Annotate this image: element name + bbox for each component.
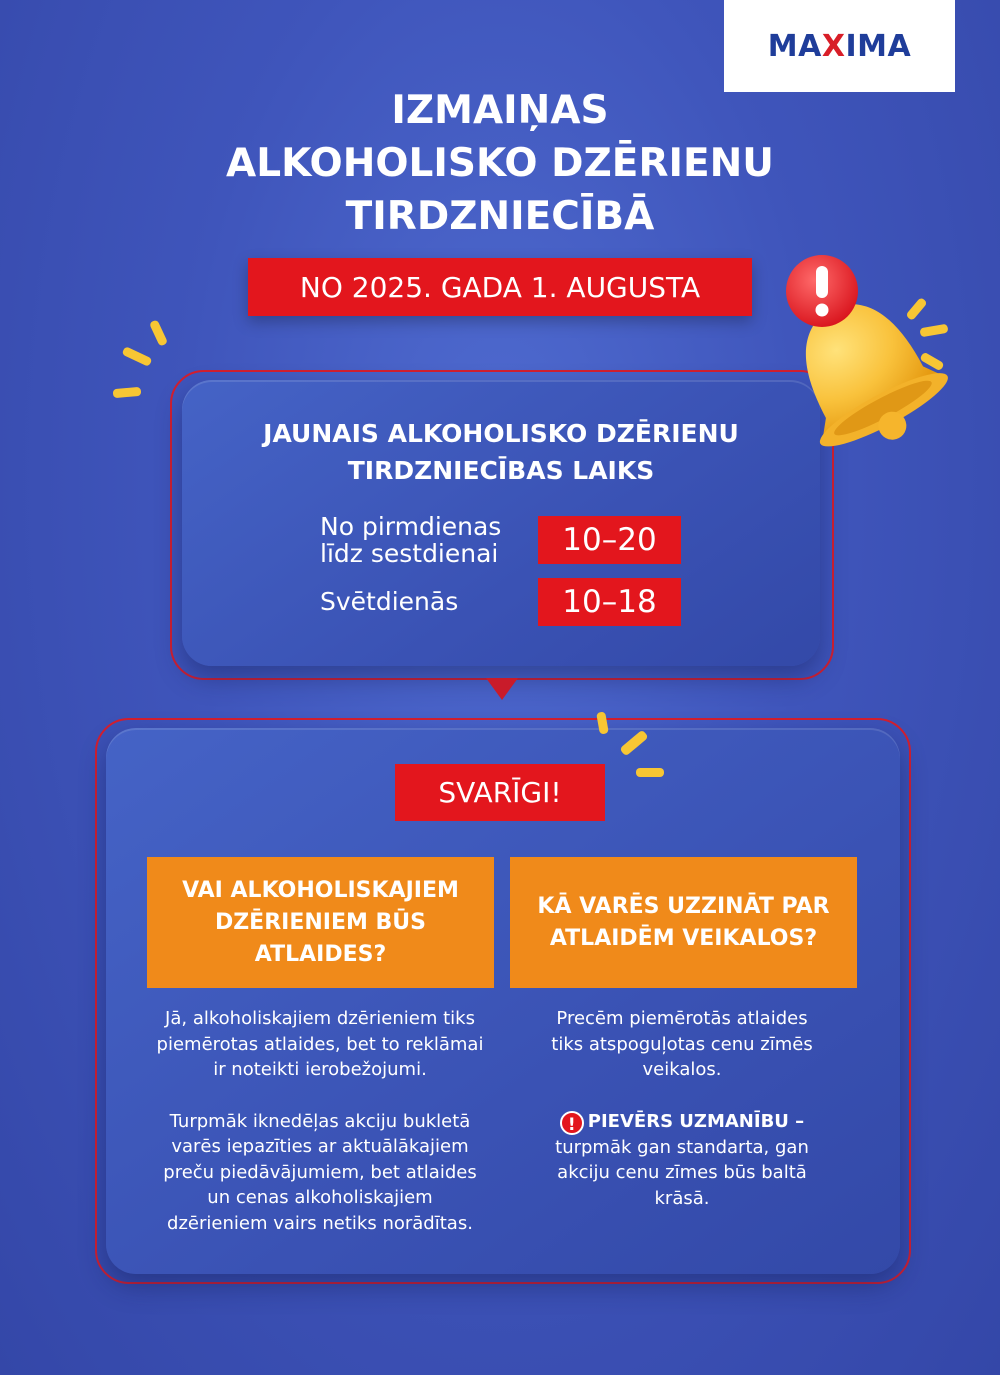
attention-line [502, 1109, 862, 1135]
exclamation-icon [816, 266, 829, 317]
sunday-hours: 10–18 [538, 578, 681, 626]
sunday-label [320, 588, 458, 615]
sunday-label-line: Svētdienās [320, 587, 459, 616]
answer-paragraph: Precēm piemērotās atlaides tiks atspoguļotas cenu zīmēs veikalos. [551, 1008, 813, 1080]
page-title [100, 84, 900, 243]
exclamation-icon: ! [560, 1111, 584, 1135]
weekday-label [320, 513, 501, 567]
title-line: IZMAIŅAS [391, 88, 609, 133]
bell-icon [736, 248, 962, 464]
weekday-hours: 10–20 [538, 516, 681, 564]
sparkle-icon [149, 319, 168, 346]
heading-line: TIRDZNIECĪBAS LAIKS [347, 456, 655, 485]
question-find-discounts: KĀ VARĒS UZZINĀT PAR ATLAIDĒM VEIKALOS? [510, 857, 857, 988]
sparkle-icon [122, 346, 153, 367]
logo-text: MAXIMA [767, 28, 912, 64]
important-badge: SVARĪGI! [395, 764, 605, 821]
hours-card-pointer [486, 678, 518, 700]
title-line: ALKOHOLISKO DZĒRIENU [226, 141, 774, 186]
effective-date-banner: NO 2025. GADA 1. AUGUSTA [248, 258, 752, 316]
heading-line: JAUNAIS ALKOHOLISKO DZĒRIENU [263, 419, 739, 448]
sparkle-icon [113, 387, 142, 398]
weekday-label-line: No pirmdienas [320, 512, 502, 541]
maxima-logo[interactable] [724, 0, 955, 92]
answer-paragraph: Turpmāk iknedēļas akciju bukletā varēs iepazīties ar aktuālākajiem preču piedāvājumiem, bet atlaides un cenas alkoholiskajiem dzērieniem vairs netiks norādītas. [163, 1110, 477, 1234]
attention-text: turpmāk gan standarta, gan akciju cenu zīmes būs baltā krāsā. [555, 1136, 809, 1209]
question-discounts: VAI ALKOHOLISKAJIEM DZĒRIENIEM BŪS ATLAIDES? [147, 857, 494, 988]
attention-title: PIEVĒRS UZMANĪBU – [587, 1110, 805, 1132]
title-line: TIRDZNIECĪBĀ [345, 194, 655, 239]
weekday-label-line: līdz sestdienai [320, 539, 499, 568]
sparkle-icon [636, 768, 664, 777]
answer-find-discounts [502, 1006, 862, 1211]
answer-paragraph: Jā, alkoholiskajiem dzērieniem tiks piemērotas atlaides, bet to reklāmai ir noteikti ierobežojumi. [156, 1008, 484, 1080]
hours-card-heading [182, 415, 820, 489]
answer-discounts [140, 1006, 500, 1236]
